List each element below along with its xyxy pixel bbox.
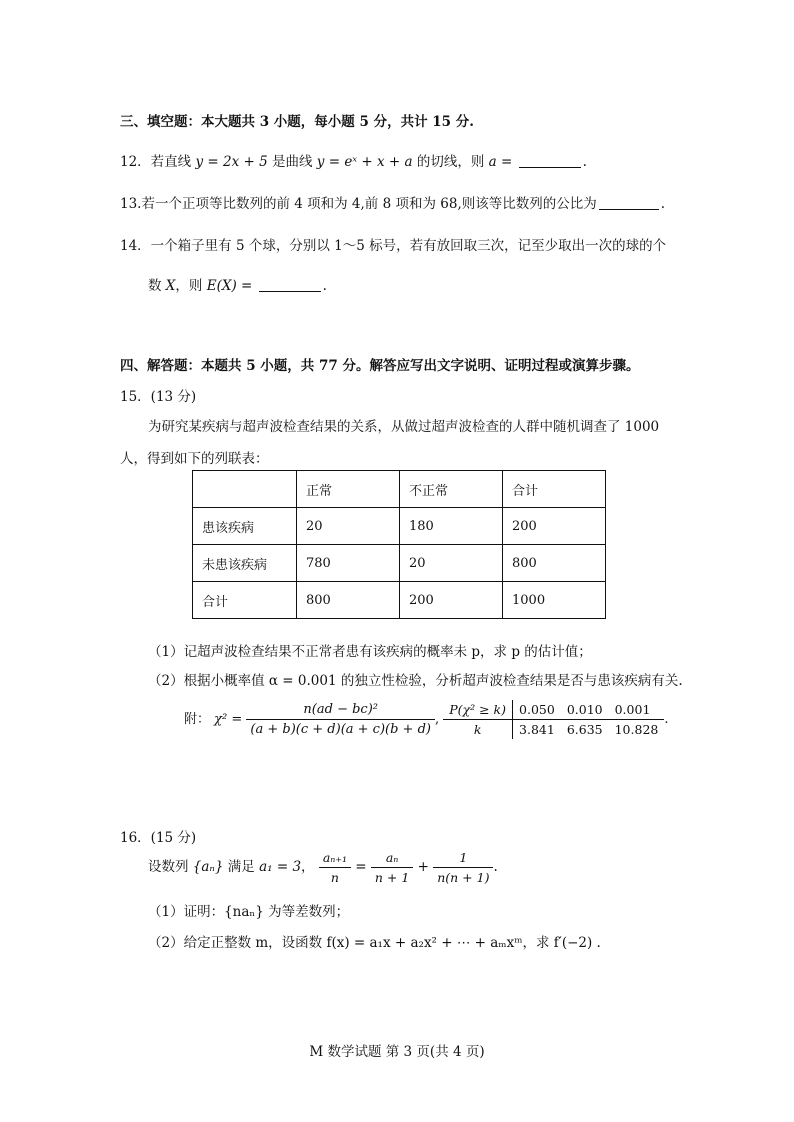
table-row-label: 合计: [193, 582, 297, 619]
question-14-line1: 14．一个箱子里有 5 个球，分别以 1～5 标号，若有放回取三次，记至少取出一次的球的个: [120, 238, 667, 254]
question-15-part1: （1）记超声波检查结果不正常者患有该疾病的概率未 p，求 p 的估计值；: [148, 644, 592, 660]
q16-initial-term: a₁ = 3: [259, 859, 302, 875]
q16-statement-end: .: [493, 859, 498, 875]
appendix-label: 附：: [184, 712, 211, 727]
q14-variable: X: [165, 278, 176, 294]
table-cell: 780: [297, 545, 400, 582]
q14-expectation: E(X) =: [206, 278, 253, 294]
question-16-number: 16．(15 分): [120, 830, 197, 846]
table-cell: 800: [297, 582, 400, 619]
q16-lhs-denominator: n: [330, 870, 339, 885]
table-header-cell: 不正常: [400, 471, 503, 508]
q14-end: .: [322, 278, 327, 294]
table-row: [193, 582, 606, 619]
table-cell: 1000: [503, 582, 606, 619]
chi-square-numerator: n(ad − bc)²: [246, 702, 435, 720]
question-15-intro-line2: 人，得到如下的列联表：: [120, 451, 269, 467]
q16-lhs-numerator: aₙ₊₁: [319, 850, 351, 868]
q12-mid: 是曲线: [272, 154, 313, 170]
contingency-table: [192, 470, 606, 619]
k-value: 6.635: [566, 722, 603, 737]
question-15-appendix: [184, 700, 669, 739]
p-value: 0.001: [609, 700, 665, 720]
q16-lhs-fraction: [319, 850, 351, 885]
appendix-end: .: [664, 712, 669, 727]
chi-square-denominator: (a + b)(c + d)(a + c)(b + d): [250, 722, 431, 737]
question-12: [120, 150, 587, 170]
table-cell: 180: [400, 508, 503, 545]
p-value: 0.010: [561, 700, 609, 720]
chi-square-lhs: χ² =: [214, 712, 243, 727]
q16-rhs1-denominator: n + 1: [374, 870, 410, 885]
q16-plus: +: [417, 859, 429, 875]
q16-rhs1-numerator: aₙ: [371, 850, 413, 868]
q12-suffix: 的切线，则: [416, 154, 485, 170]
q13-end: .: [660, 196, 666, 212]
section-4-heading: 四、解答题：本题共 5 小题，共 77 分。解答应写出文字说明、证明过程或演算步骤。: [120, 358, 640, 374]
table-row: [193, 508, 606, 545]
q13-text: 13.若一个正项等比数列的前 4 项和为 4,前 8 项和为 68,则该等比数列的公比为: [120, 196, 597, 212]
table-row-label: 未患该疾病: [193, 545, 297, 582]
k-value: 3.841: [519, 722, 555, 737]
table-cell: 20: [400, 545, 503, 582]
k-value: 10.828: [614, 722, 659, 737]
q16-rhs2-denominator: n(n + 1): [437, 870, 490, 885]
table-cell: 200: [400, 582, 503, 619]
table-cell: 20: [297, 508, 400, 545]
q14-prefix: 数: [148, 278, 162, 294]
q16-comma: ，: [301, 859, 315, 875]
page-footer: M 数学试题 第 3 页(共 4 页): [309, 1044, 485, 1060]
table-header-cell: 合计: [503, 471, 606, 508]
q12-end: .: [582, 154, 587, 170]
table-cell: 200: [503, 508, 606, 545]
table-header-row: [193, 471, 606, 508]
p-label: P(χ² ≥ k): [443, 700, 512, 720]
q12-prefix: 12．若直线: [120, 154, 192, 170]
q12-answer-blank: [519, 153, 581, 168]
q12-line-equation: y = 2x + 5: [195, 154, 268, 170]
question-15-part2: （2）根据小概率值 α = 0.001 的独立性检验，分析超声波检查结果是否与患该疾病有关.: [148, 673, 683, 689]
critical-value-table: [443, 700, 664, 739]
question-13: [120, 192, 665, 212]
question-15-intro-line1: 为研究某疾病与超声波检查结果的关系，从做过超声波检查的人群中随机调查了 1000: [148, 419, 660, 435]
q16-rhs-fraction-1: [371, 850, 413, 885]
q14-answer-blank: [259, 277, 321, 292]
q16-rhs2-numerator: 1: [433, 850, 493, 868]
question-16-statement: [148, 850, 498, 885]
question-15-number: 15．(13 分): [120, 389, 197, 405]
k-label: k: [443, 720, 512, 740]
q16-mid: 满足: [227, 859, 255, 875]
q16-sequence: {aₙ}: [192, 859, 224, 875]
question-16-part2: （2）给定正整数 m，设函数 f(x) = a₁x + a₂x² + ⋯ + aₘxᵐ，求 f′(−2) .: [148, 935, 601, 951]
q13-answer-blank: [599, 195, 659, 210]
q14-mid: ，则: [175, 278, 203, 294]
q16-equals: =: [355, 859, 367, 875]
table-cell: [193, 471, 297, 508]
question-16-part1: （1）证明：{naₙ} 为等差数列；: [148, 904, 350, 920]
q12-curve-equation: y = eˣ + x + a: [316, 154, 413, 170]
p-value: 0.050: [513, 700, 561, 720]
chi-square-fraction: [246, 702, 435, 737]
appendix-separator: ,: [434, 712, 440, 727]
q16-prefix: 设数列: [148, 859, 189, 875]
section-3-heading: 三、填空题：本大题共 3 小题，每小题 5 分，共计 15 分.: [120, 114, 474, 130]
table-header-cell: 正常: [297, 471, 400, 508]
table-cell: 800: [503, 545, 606, 582]
q12-variable: a =: [488, 154, 513, 170]
table-row-label: 患该疾病: [193, 508, 297, 545]
q16-rhs-fraction-2: [433, 850, 493, 885]
question-14-line2: [148, 274, 327, 294]
table-row: [193, 545, 606, 582]
